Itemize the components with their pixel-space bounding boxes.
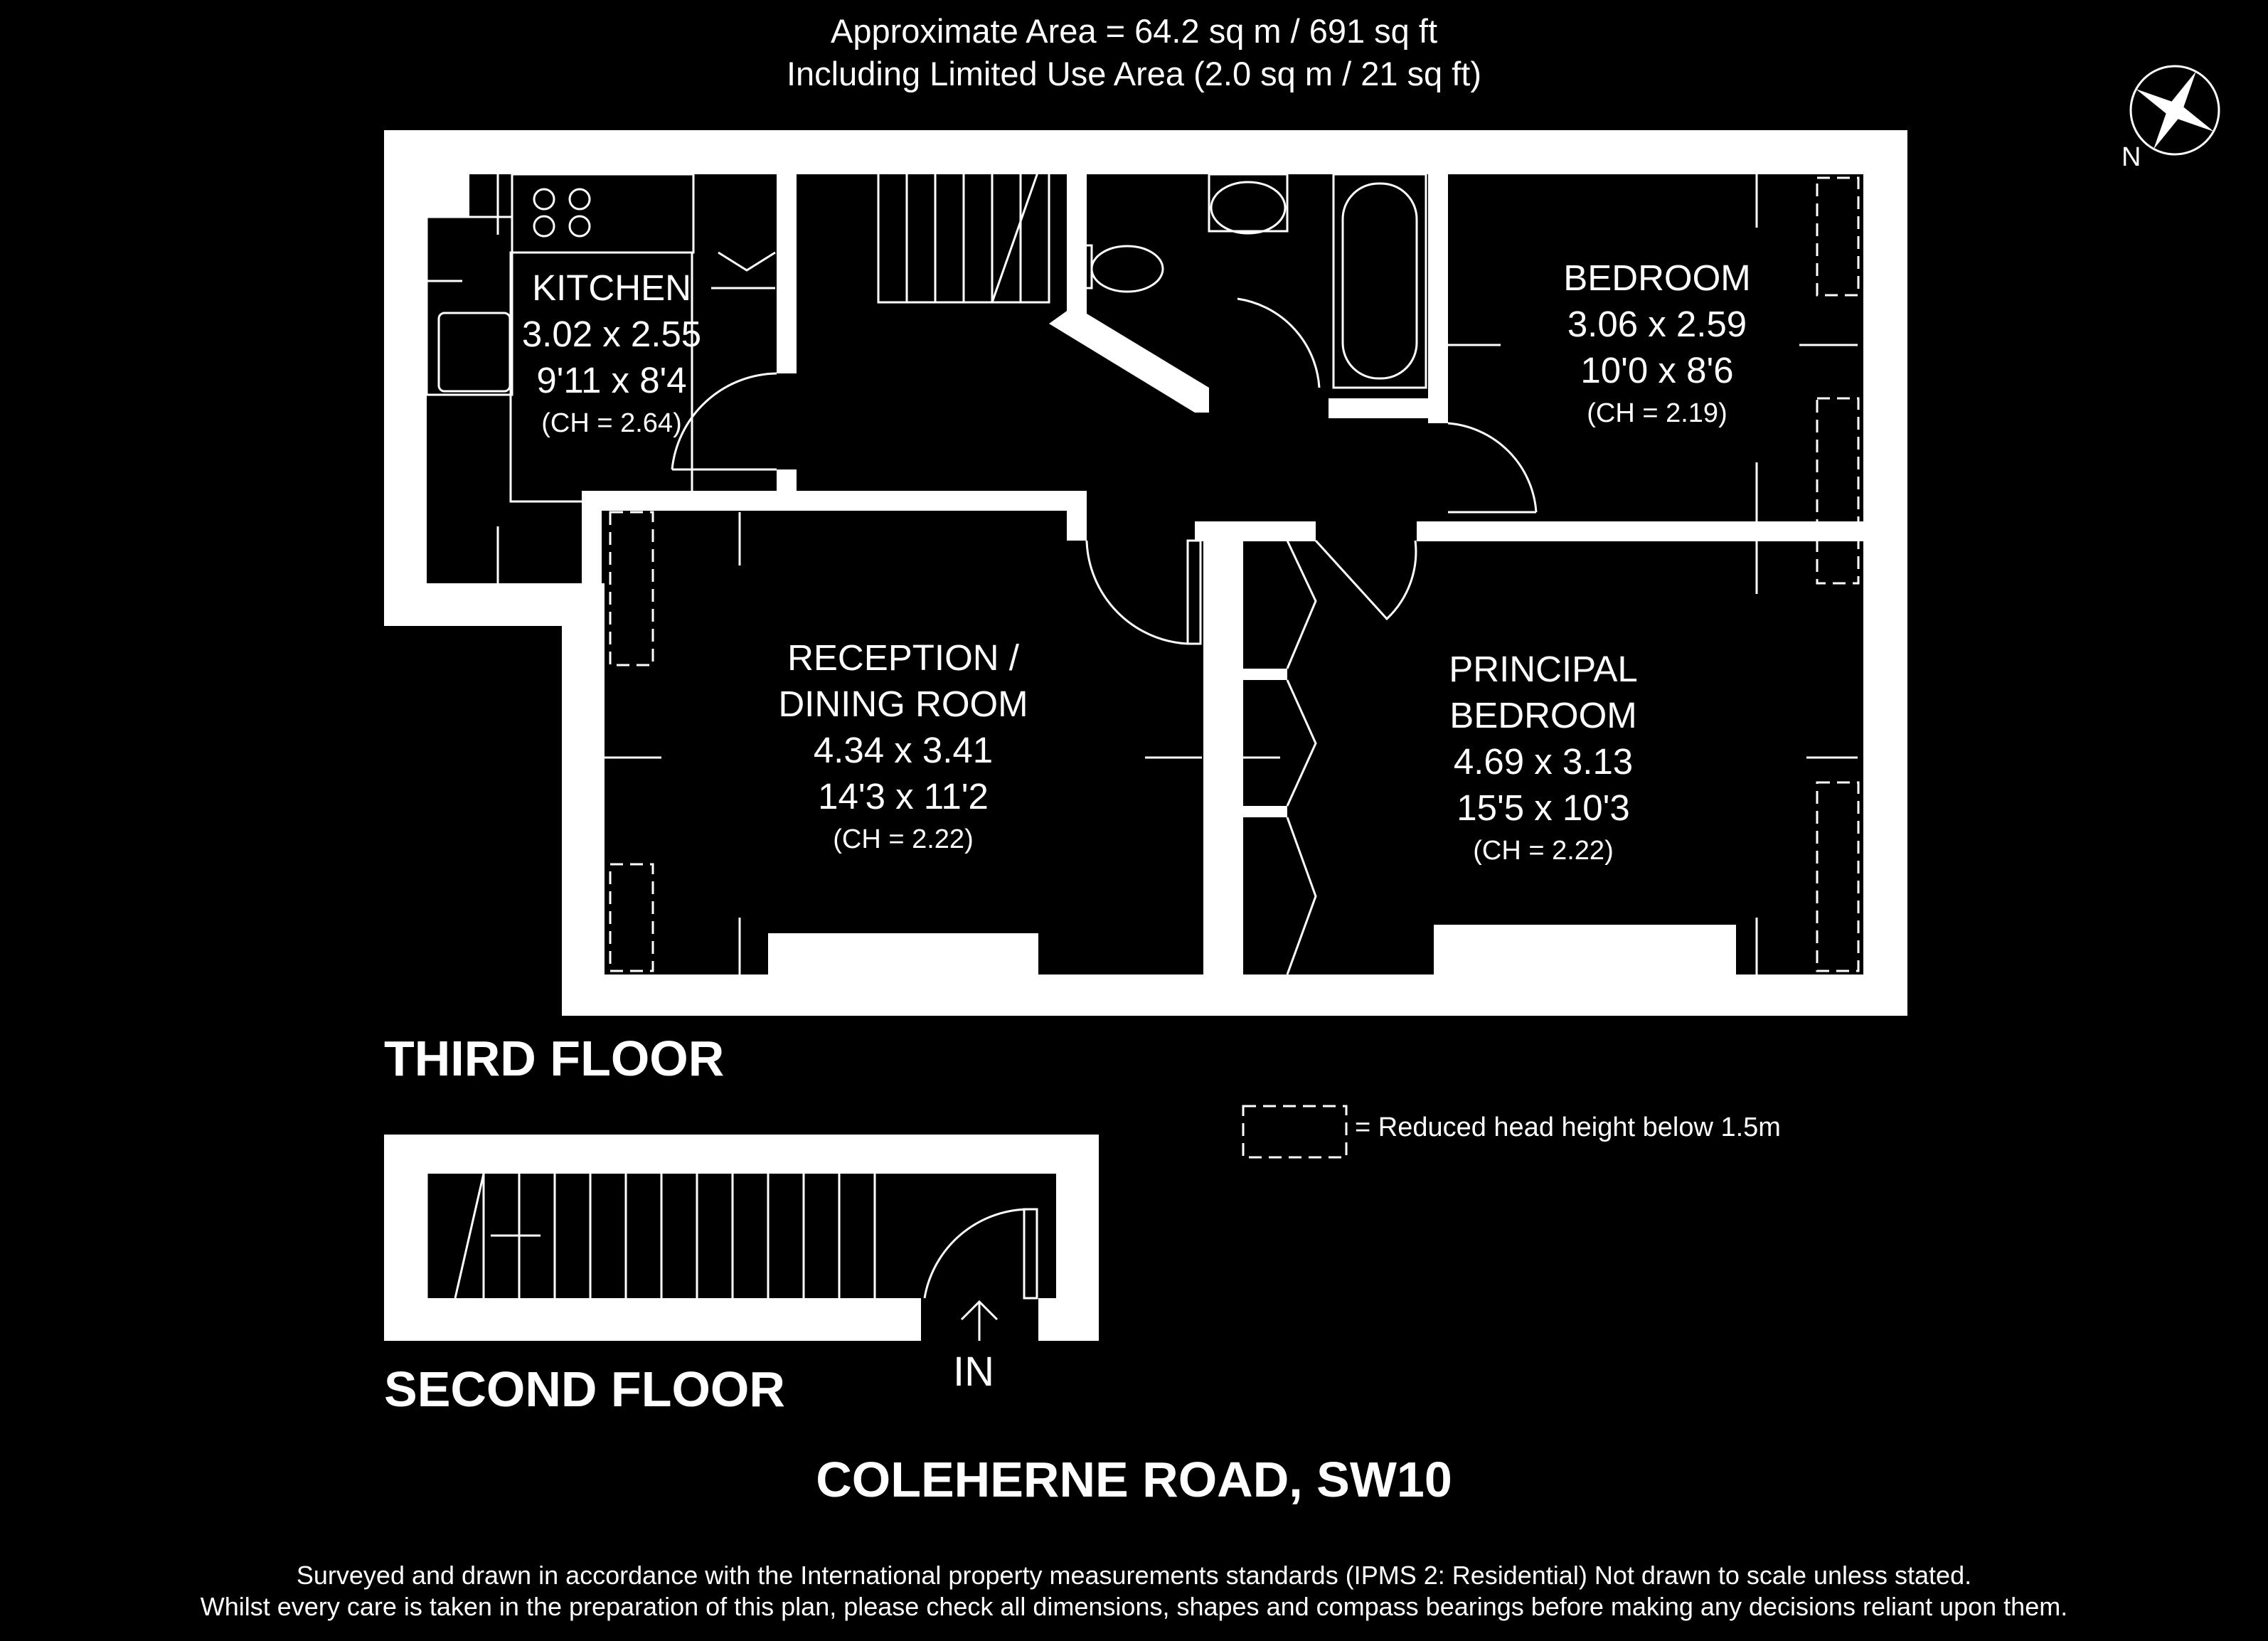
footer-disclaimer-1: Surveyed and drawn in accordance with the International property measurements standards (IPMS 2: Residential) Not drawn to scale unless stated. — [296, 1561, 1972, 1590]
wall-reception-principal — [1203, 541, 1223, 974]
room-reception-name-1: RECEPTION / — [787, 637, 1019, 678]
room-principal-name-1: PRINCIPAL — [1449, 649, 1638, 689]
wall-right — [1863, 130, 1907, 1016]
room-bedroom-ceiling: (CH = 2.19) — [1587, 398, 1727, 428]
room-principal-name-2: BEDROOM — [1449, 695, 1637, 735]
room-principal-metric: 4.69 x 3.13 — [1453, 741, 1634, 782]
reduced-area-bedroom-mid — [1817, 398, 1858, 583]
third-floor-label: THIRD FLOOR — [384, 1031, 725, 1086]
footer-disclaimer-2: Whilst every care is taken in the preparation of this plan, please check all dimensions, shapes and compass bearings before making any decisions reliant upon them. — [200, 1592, 2068, 1621]
wall-bedroom-principal — [1417, 521, 1907, 541]
room-kitchen — [498, 265, 725, 443]
room-principal-bedroom — [1401, 646, 1686, 871]
basin — [1211, 182, 1285, 233]
door-bedroom — [1448, 423, 1536, 512]
room-reception-metric: 4.34 x 3.41 — [813, 730, 994, 770]
wall-top-second — [384, 1135, 1099, 1174]
room-reception-imperial: 14'3 x 11'2 — [818, 776, 989, 817]
wall-bath-bedroom — [1428, 174, 1448, 423]
limited-use-summary: Including Limited Use Area (2.0 sq m / 21 sq ft) — [786, 55, 1482, 92]
radiator-principal — [1434, 925, 1736, 974]
room-bedroom-metric: 3.06 x 2.59 — [1567, 304, 1747, 344]
door-reception — [1087, 541, 1188, 644]
wardrobe-door-1 — [1287, 541, 1316, 669]
door-principal — [1316, 541, 1416, 619]
room-reception-name-2: DINING ROOM — [778, 684, 1028, 724]
wall-bottom — [562, 974, 1907, 1016]
entrance-label: IN — [953, 1349, 994, 1395]
room-kitchen-metric: 3.02 x 2.55 — [521, 314, 702, 354]
hob-unit — [512, 174, 693, 253]
toilet — [1092, 246, 1163, 292]
legend-text: = Reduced head height below 1.5m — [1355, 1112, 1781, 1142]
area-summary: Approximate Area = 64.2 sq m / 691 sq ft — [831, 12, 1437, 50]
reduced-area-reception-bottom — [610, 864, 653, 971]
reduced-area-principal — [1817, 782, 1858, 971]
compass-north-label: N — [2121, 142, 2141, 172]
bathtub — [1333, 174, 1426, 388]
room-bedroom — [1529, 255, 1785, 433]
wall-left-kitchen — [384, 130, 427, 626]
reduced-area-bedroom-top — [1817, 178, 1858, 295]
room-bedroom-name: BEDROOM — [1563, 257, 1751, 298]
room-reception-ceiling: (CH = 2.22) — [833, 824, 974, 854]
address-title: COLEHERNE ROAD, SW10 — [816, 1452, 1452, 1507]
hob-ring — [534, 189, 554, 209]
reduced-area-reception-top — [610, 512, 653, 665]
cupboard-door — [718, 253, 775, 270]
room-kitchen-name: KITCHEN — [532, 267, 691, 308]
wall-top — [384, 130, 1906, 174]
room-principal-imperial: 15'5 x 10'3 — [1457, 787, 1630, 828]
door-entrance — [925, 1209, 1031, 1298]
wall-bottom-second — [384, 1298, 921, 1341]
room-kitchen-imperial: 9'11 x 8'4 — [536, 360, 687, 400]
legend-swatch — [1243, 1106, 1346, 1157]
room-bedroom-imperial: 10'0 x 8'6 — [1580, 350, 1734, 391]
room-principal-ceiling: (CH = 2.22) — [1473, 836, 1614, 866]
wardrobe-door-2 — [1287, 680, 1316, 806]
wall-bathroom-angled — [1049, 306, 1209, 413]
door-bathroom — [1237, 299, 1319, 388]
radiator-reception — [768, 933, 1038, 974]
second-floor-label: SECOND FLOOR — [384, 1361, 785, 1417]
room-reception — [740, 634, 1067, 859]
room-kitchen-ceiling: (CH = 2.64) — [541, 408, 682, 438]
wardrobe-door-3 — [1287, 817, 1316, 974]
wall-kitchen-stairs — [777, 174, 797, 373]
